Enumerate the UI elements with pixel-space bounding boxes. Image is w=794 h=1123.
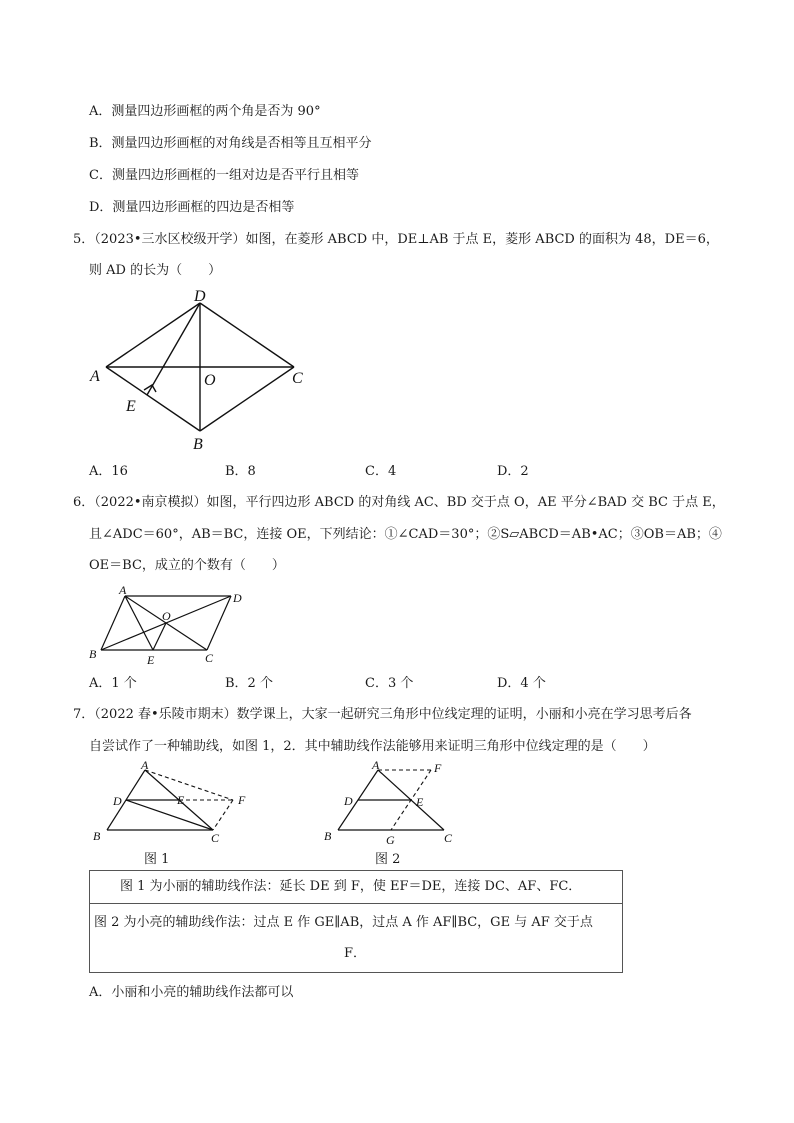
q7f2-label-c: C (444, 831, 453, 845)
q5-option-c: C．4 (365, 464, 397, 479)
q7f1-segment-dc (126, 800, 213, 830)
q5-label-d: D (194, 288, 206, 305)
q5-label-a: A (90, 368, 100, 385)
q7f1-label-e: E (177, 793, 185, 807)
q7-table-row-2-line2: F． (344, 946, 367, 961)
q6-stem-line1: 6．（2022•南京模拟）如图，平行四边形 ABCD 的对角线 AC、BD 交于点 O，AE 平分∠BAD 交 BC 于点 E， (73, 495, 725, 510)
q5-option-b: B．8 (225, 464, 256, 479)
q5-label-c: C (292, 370, 303, 387)
q7-table-row-1 (90, 871, 622, 904)
q7f1-label-a: A (141, 760, 149, 772)
q7f2-label-b: B (324, 829, 332, 843)
q6-option-d: D．4 个 (497, 676, 546, 691)
q6-label-c: C (205, 651, 214, 665)
q7f1-label-c: C (211, 831, 220, 845)
q7f1-dashed-af (145, 770, 233, 800)
q6-option-c: C．3 个 (365, 676, 414, 691)
q6-label-d: D (233, 591, 242, 605)
q7-figure-2-caption: 图 2 (375, 852, 401, 867)
q7-stem-line2: 自尝试作了一种辅助线，如图 1，2．其中辅助线作法能够用来证明三角形中位线定理的是（ ） (89, 739, 656, 754)
q4-option-a: A．测量四边形画框的两个角是否为 90° (89, 104, 321, 119)
q7f1-label-f: F (238, 793, 246, 807)
q6-parallelogram-figure (85, 582, 255, 676)
q7-table-row-2-line1: 图 2 为小亮的辅助线作法：过点 E 作 GE∥AB，过点 A 作 AF∥BC，GE 与 AF 交于点 (94, 915, 593, 930)
q5-stem-line2: 则 AD 的长为（ ） (89, 263, 222, 278)
q5-edge-ba (106, 367, 200, 431)
q5-label-e: E (126, 398, 136, 415)
q7-figure-2 (318, 760, 478, 854)
q5-rhombus-figure (80, 285, 320, 459)
q6-label-b: B (89, 647, 97, 661)
q6-segment-ae (125, 596, 153, 650)
q4-option-b: B．测量四边形画框的对角线是否相等且互相平分 (89, 136, 372, 151)
q6-option-b: B．2 个 (225, 676, 273, 691)
q6-stem-line3: OE＝BC，成立的个数有（ ） (89, 558, 285, 573)
q7f2-label-e: E (416, 795, 424, 809)
q6-option-a: A．1 个 (89, 676, 137, 691)
q6-label-o: O (162, 609, 171, 623)
q7-method-table (89, 870, 623, 973)
q7-stem-line1: 7．（2022 春•乐陵市期末）数学课上，大家一起研究三角形中位线定理的证明，小丽和小亮在学习思考后各 (73, 707, 692, 722)
q4-option-c: C．测量四边形画框的一组对边是否平行且相等 (89, 168, 359, 183)
q7-figure-1 (85, 760, 265, 854)
q6-label-e: E (147, 653, 155, 667)
q7f2-label-g: G (386, 833, 395, 847)
q5-edge-dc (200, 303, 294, 367)
q5-label-b: B (193, 436, 203, 453)
q7f2-label-f: F (434, 761, 442, 775)
q6-stem-line2: 且∠ADC＝60°，AB＝BC，连接 OE，下列结论：①∠CAD＝30°；②S▱ABCD＝AB•AC；③OB＝AB；④ (89, 527, 722, 542)
q7f1-label-b: B (93, 829, 101, 843)
q5-segment-de (147, 303, 200, 395)
q7-figure-1-caption: 图 1 (144, 852, 170, 867)
q5-edge-ad (106, 303, 200, 367)
q5-stem-line1: 5．（2023•三水区校级开学）如图，在菱形 ABCD 中，DE⊥AB 于点 E，菱形 ABCD 的面积为 48，DE＝6， (73, 232, 719, 247)
q4-option-d: D．测量四边形画框的四边是否相等 (89, 200, 295, 215)
q7f2-label-a: A (372, 760, 380, 772)
q5-label-o: O (204, 372, 216, 389)
q5-option-d: D．2 (497, 464, 529, 479)
q7-option-a: A．小丽和小亮的辅助线作法都可以 (89, 985, 294, 1000)
q7f2-label-d: D (344, 794, 353, 808)
q5-option-a: A．16 (89, 464, 128, 479)
q7f1-dashed-fc (213, 800, 233, 830)
q7-table-row-1-text: 图 1 为小丽的辅助线作法：延长 DE 到 F，使 EF＝DE，连接 DC、AF、FC． (120, 879, 582, 894)
q7f1-label-d: D (113, 794, 122, 808)
q6-label-a: A (119, 583, 127, 597)
